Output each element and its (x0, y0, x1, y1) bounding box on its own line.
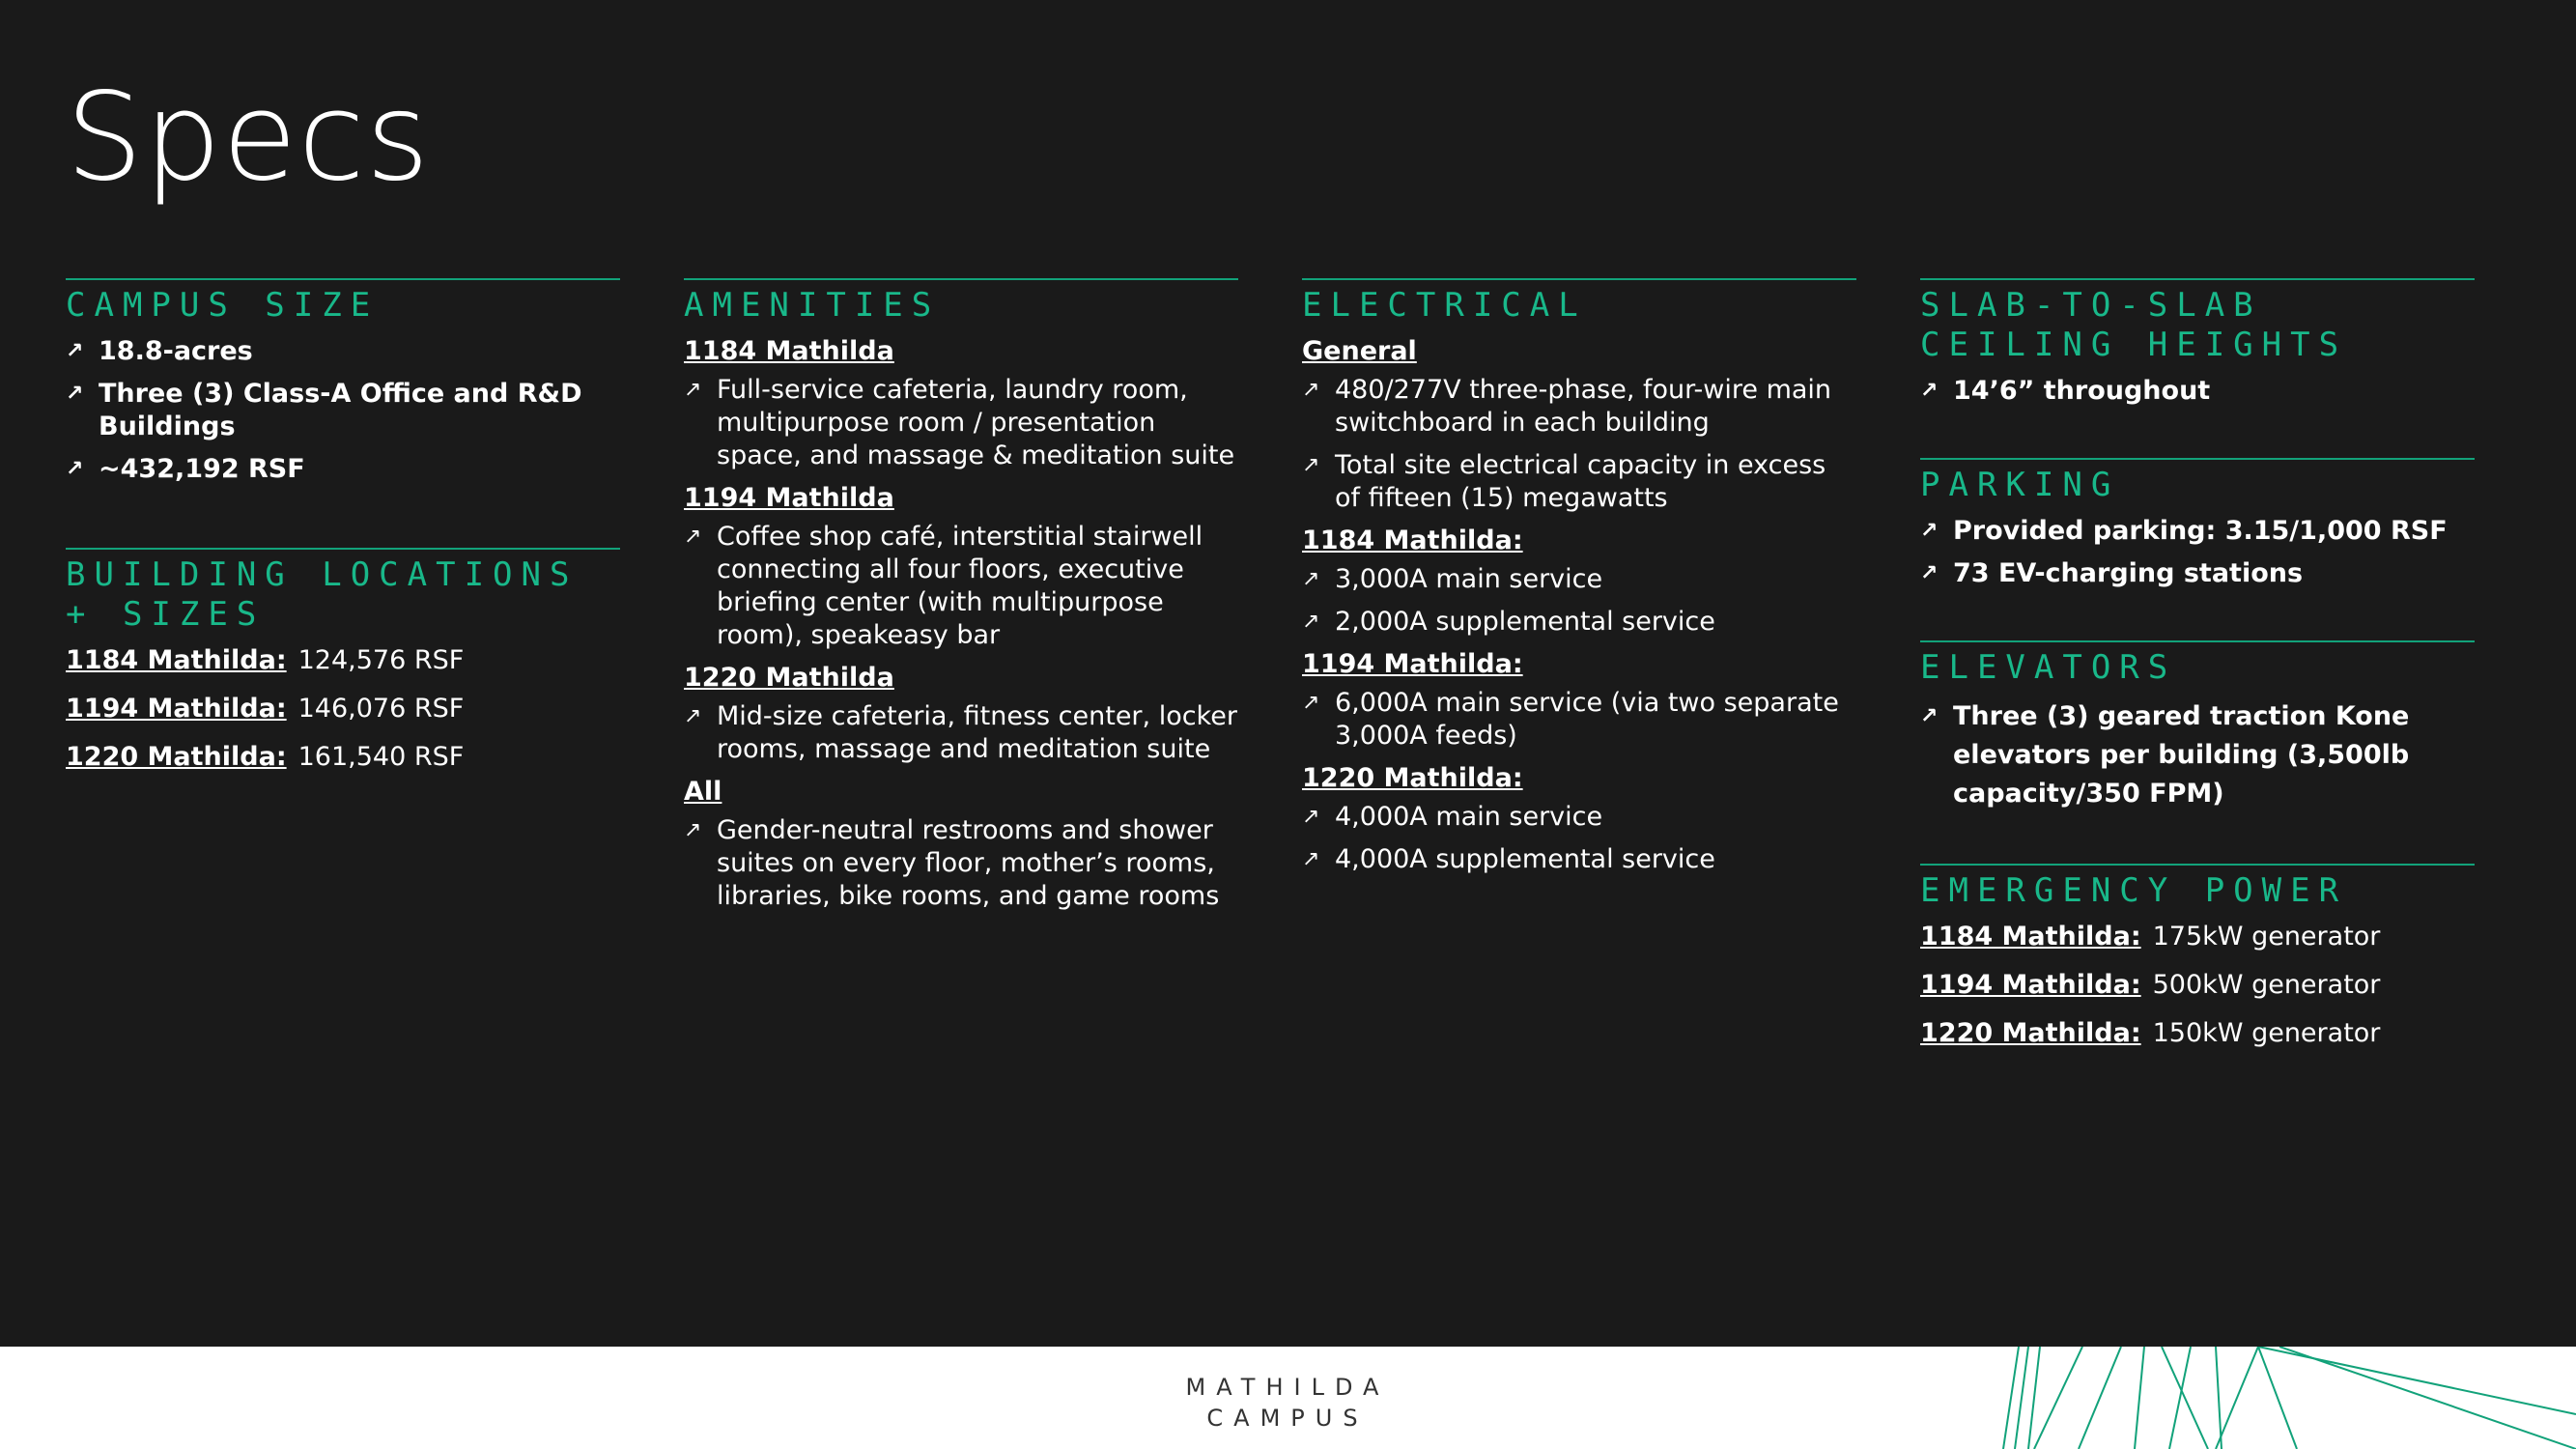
generator-row: 1184 Mathilda: 175kW generator (1920, 922, 2381, 952)
column-campus (66, 278, 620, 836)
arrow-up-right-icon: ↗ (66, 339, 84, 363)
generator-row: 1220 Mathilda: 150kW generator (1920, 1018, 2381, 1048)
list-item: ↗ 480/277V three-phase, four-wire main switchboard in each building (1302, 375, 1832, 438)
amenities-group-label: 1184 Mathilda (684, 336, 894, 366)
arrow-up-right-icon: ↗ (684, 818, 702, 842)
electrical-group-label: 1194 Mathilda: (1302, 649, 1523, 679)
arrow-up-right-icon: ↗ (1302, 610, 1320, 634)
amenities-group-label: 1194 Mathilda (684, 483, 894, 513)
list-item: ↗ Gender-neutral restrooms and shower suites on every floor, mother’s rooms, libraries, bike rooms, and game rooms (684, 815, 1220, 911)
list-item: ↗ 14’6” throughout (1920, 376, 2211, 406)
electrical-group-label: 1184 Mathilda: (1302, 526, 1523, 555)
arrow-up-right-icon: ↗ (1920, 519, 1939, 543)
arrow-up-right-icon: ↗ (1302, 805, 1320, 829)
list-item: ↗ Total site electrical capacity in excess of fifteen (15) megawatts (1302, 450, 1826, 513)
elevators-heading: ELEVATORS (1920, 640, 2475, 688)
building-row: 1184 Mathilda: 124,576 RSF (66, 645, 465, 675)
ceiling-heights-heading: SLAB-TO-SLAB CEILING HEIGHTS (1920, 278, 2475, 365)
campus-size-heading: CAMPUS SIZE (66, 278, 620, 326)
arrow-up-right-icon: ↗ (1302, 691, 1320, 715)
emergency-power-heading: EMERGENCY POWER (1920, 864, 2475, 911)
arrow-up-right-icon: ↗ (1920, 379, 1939, 403)
list-item: ↗ 2,000A supplemental service (1302, 607, 1715, 637)
amenities-group-label: 1220 Mathilda (684, 663, 894, 693)
mathilda-campus-logo: MATHILDA CAMPUS (1185, 1374, 1390, 1432)
list-item: ↗ Three (3) Class-A Office and R&D Buildings (66, 379, 582, 441)
building-row: 1194 Mathilda: 146,076 RSF (66, 694, 465, 724)
list-item: ↗ Full-service cafeteria, laundry room, multipurpose room / presentation space, and massage & meditation suite (684, 375, 1235, 470)
list-item: ↗ Coffee shop café, interstitial stairwell connecting all four floors, executive briefing center (with multipurpose room), speakeasy bar (684, 522, 1203, 650)
arrow-up-right-icon: ↗ (66, 457, 84, 481)
parking-heading: PARKING (1920, 458, 2475, 505)
arrow-up-right-icon: ↗ (1920, 561, 1939, 585)
arrow-up-right-icon: ↗ (684, 704, 702, 728)
column-building-systems (1920, 278, 2475, 1112)
list-item: ↗ 73 EV-charging stations (1920, 558, 2304, 588)
section-electrical (1302, 278, 1856, 876)
electrical-group-label: 1220 Mathilda: (1302, 763, 1523, 793)
section-parking (1920, 458, 2475, 590)
amenities-group-label: All (684, 777, 722, 807)
list-item: ↗ Mid-size cafeteria, fitness center, locker rooms, massage and meditation suite (684, 701, 1237, 764)
decorative-lines-graphic (1990, 1347, 2576, 1449)
amenities-heading: AMENITIES (684, 278, 1238, 326)
arrow-up-right-icon: ↗ (1302, 453, 1320, 477)
section-emergency-power (1920, 864, 2475, 1050)
electrical-group-label: General (1302, 336, 1417, 366)
list-item: ↗ Three (3) geared traction Kone elevators per building (3,500lb capacity/350 FPM) (1920, 697, 2475, 813)
list-item: ↗ ~432,192 RSF (66, 454, 305, 484)
arrow-up-right-icon: ↗ (1302, 847, 1320, 871)
electrical-heading: ELECTRICAL (1302, 278, 1856, 326)
footer (0, 1347, 2576, 1449)
arrow-up-right-icon: ↗ (684, 378, 702, 402)
list-item: ↗ 4,000A main service (1302, 802, 1603, 832)
arrow-up-right-icon: ↗ (1302, 567, 1320, 591)
list-item: ↗ 4,000A supplemental service (1302, 844, 1715, 874)
generator-row: 1194 Mathilda: 500kW generator (1920, 970, 2381, 1000)
section-amenities (684, 278, 1238, 913)
section-campus-size (66, 278, 620, 486)
list-item: ↗ 3,000A main service (1302, 564, 1603, 594)
building-locations-heading: BUILDING LOCATIONS + SIZES (66, 548, 620, 635)
section-ceiling-heights (1920, 278, 2475, 408)
list-item: ↗ 18.8-acres (66, 336, 253, 366)
arrow-up-right-icon: ↗ (66, 382, 84, 406)
column-electrical (1302, 278, 1856, 938)
section-building-locations (66, 548, 620, 774)
building-row: 1220 Mathilda: 161,540 RSF (66, 742, 465, 772)
list-item: ↗ Provided parking: 3.15/1,000 RSF (1920, 516, 2448, 546)
page-title: Specs (66, 66, 431, 208)
list-item: ↗ 6,000A main service (via two separate 3,000A feeds) (1302, 688, 1839, 751)
arrow-up-right-icon: ↗ (1920, 704, 1939, 728)
arrow-up-right-icon: ↗ (1302, 378, 1320, 402)
section-elevators (1920, 640, 2475, 813)
column-amenities (684, 278, 1238, 975)
arrow-up-right-icon: ↗ (684, 525, 702, 549)
